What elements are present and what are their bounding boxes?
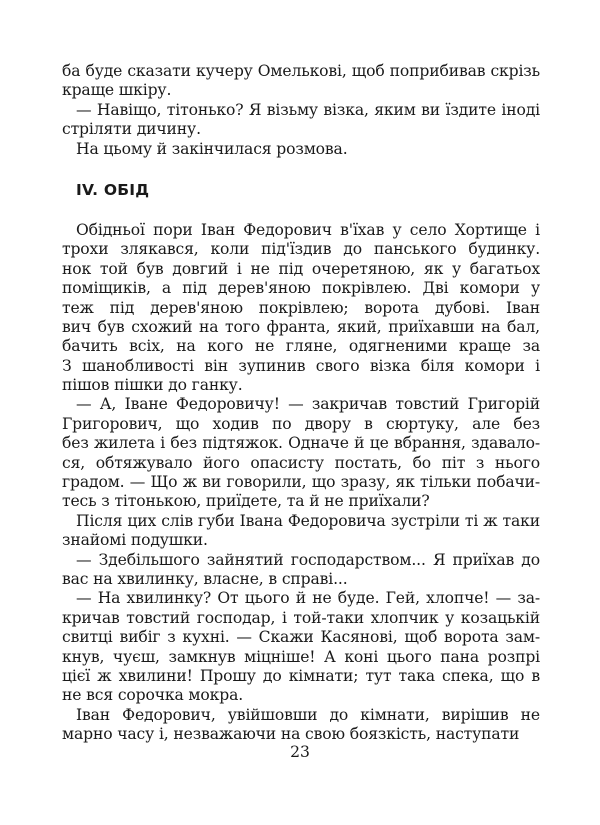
text-line: ся, обтяжувало його опасисту постать, бо піт з нього xyxy=(62,453,540,472)
text-line: без жилета і без підтяжок. Одначе й це вбрання, здавало- xyxy=(62,434,540,453)
paragraph xyxy=(62,589,540,705)
text-line: На цьому й закінчилася розмова. xyxy=(76,139,348,158)
text-line: З шанобливості він зупинив свого візка біля комори і xyxy=(62,356,540,375)
paragraph xyxy=(62,140,540,159)
text-line: Після цих слів губи Івана Федоровича зустріли ті ж таки xyxy=(76,511,540,530)
text-line: Григорович, що ходив по двору в сюртуку, але без xyxy=(62,414,540,433)
text-line: стріляти дичину. xyxy=(62,120,201,139)
text-line: вич був схожий на того франта, який, приїхавши на бал, xyxy=(62,317,540,336)
text-line: Іван Федорович, увійшовши до кімнати, вирішив не xyxy=(76,705,540,724)
text-line: градом. — Що ж ви говорили, що зразу, як тільки побачи- xyxy=(62,473,540,492)
text-line: вас на хвилинку, власне, в справі... xyxy=(62,569,348,588)
paragraph xyxy=(62,101,540,140)
text-line: нок той був довгий і не під очеретяною, як у багатьох xyxy=(62,259,540,278)
text-line: свитці вибіг з кухні. — Скажи Касянові, щоб ворота зам- xyxy=(62,628,540,647)
page-number: 23 xyxy=(290,743,310,761)
text-line: Обідньої пори Іван Федорович в'їхав у село Хортище і xyxy=(76,220,540,239)
paragraph xyxy=(62,395,540,511)
top-text-block xyxy=(62,62,540,159)
text-line: ба буде сказати кучеру Омелькові, щоб поприбивав скрізь xyxy=(62,62,540,80)
text-line: знайомі подушки. xyxy=(62,531,208,550)
paragraph xyxy=(62,62,540,101)
main-text-block xyxy=(62,221,540,745)
text-line: кнув, чуєш, замкнув міцніше! А коні цього пана розпрі xyxy=(62,647,540,666)
text-line: поміщиків, а під дерев'яною покрівлею. Дві комори у xyxy=(62,279,540,298)
paragraph xyxy=(62,551,540,590)
paragraph xyxy=(62,221,540,396)
section-title: IV. ОБІД xyxy=(76,180,150,199)
text-line: — Здебільшого зайнятий господарством... Я приїхав до xyxy=(76,550,540,569)
text-line: — Навіщо, тітонько? Я візьму візка, яким ви їздите іноді xyxy=(76,100,540,119)
text-line: марно часу і, незважаючи на свою боязкість, наступати xyxy=(62,725,520,744)
text-line: тесь з тітонькою, приїдете, та й не приїхали? xyxy=(62,492,430,511)
text-line: бачить всіх, на кого не гляне, одягненими краще за xyxy=(62,337,540,356)
page-body xyxy=(62,62,540,745)
text-line: не вся сорочка мокра. xyxy=(62,686,244,705)
paragraph xyxy=(62,512,540,551)
text-line: кричав товстий господар, і той-таки хлопчик у козацькій xyxy=(62,608,540,627)
text-line: трохи злякався, коли під'їздив до панського будинку. xyxy=(62,240,540,259)
text-line: — А, Іване Федоровичу! — закричав товстий Григорій xyxy=(76,395,540,414)
text-line: цієї ж хвилини! Прошу до кімнати; тут така спека, що в xyxy=(62,666,540,685)
text-line: краще шкіру. xyxy=(62,81,172,100)
text-line: теж під дерев'яною покрівлею; ворота дубові. Іван xyxy=(62,298,540,317)
text-line: — На хвилинку? От цього й не буде. Гей, хлопче! — за- xyxy=(76,589,540,608)
paragraph xyxy=(62,706,540,745)
text-line: пішов пішки до ганку. xyxy=(62,376,243,395)
